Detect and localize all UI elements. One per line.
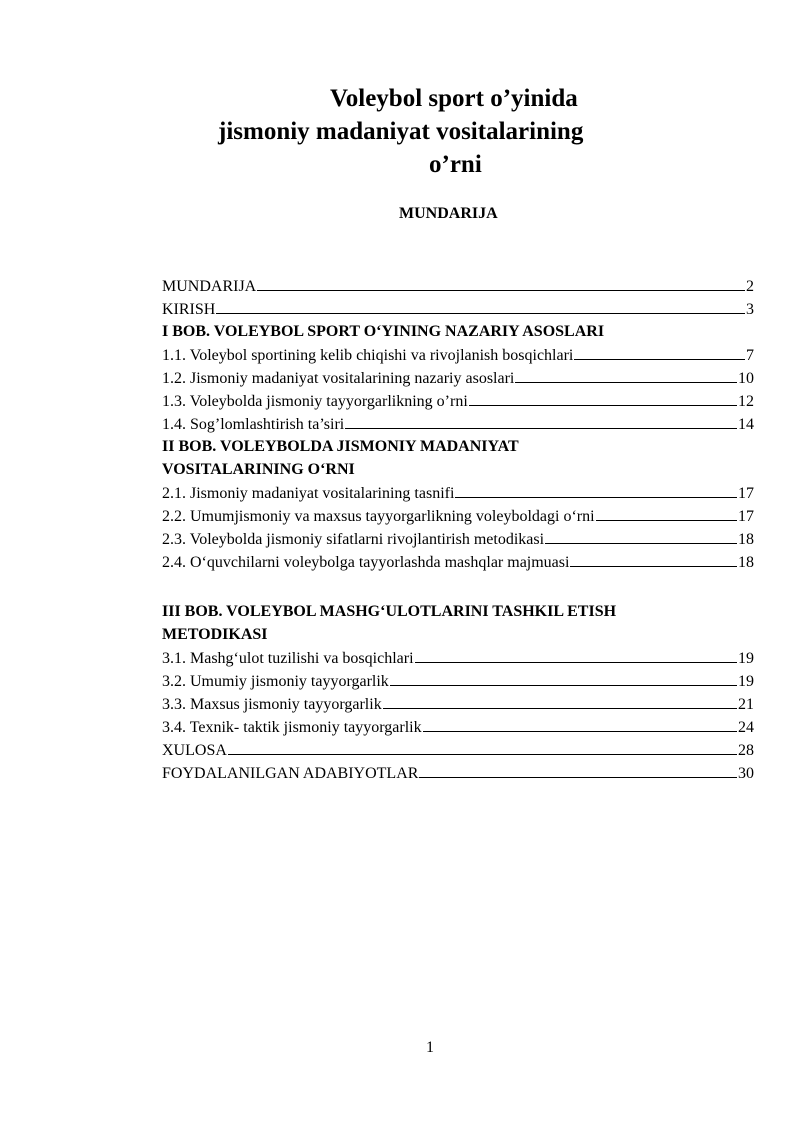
toc-entry-label: 2.4. O‘quvchilarni voleybolga tayyorlashda mashqlar majmuasi xyxy=(162,554,570,571)
toc-entry-label: KIRISH xyxy=(162,301,216,318)
toc-chapter-1-heading: I BOB. VOLEYBOL SPORT O‘YINING NAZARIY ASOSLARI xyxy=(162,323,605,340)
toc-entry-2-1 xyxy=(162,481,754,504)
toc-entry-page: 30 xyxy=(738,765,754,782)
toc-entry-3-4 xyxy=(162,715,754,738)
toc-entry-label: 3.1. Mashg‘ulot tuzilishi va bosqichlari xyxy=(162,650,414,667)
toc-leader-line xyxy=(574,343,745,360)
toc-entry-3-1 xyxy=(162,646,754,669)
toc-entry-3-2 xyxy=(162,669,754,692)
toc-entry-page: 19 xyxy=(738,650,754,667)
toc-entry-adabiyotlar xyxy=(162,761,754,784)
document-title-line-3: o’rni xyxy=(429,151,482,178)
toc-leader-line xyxy=(515,366,737,383)
toc-entry-label: 3.3. Maxsus jismoniy tayyorgarlik xyxy=(162,696,382,713)
toc-entry-page: 18 xyxy=(738,531,754,548)
toc-entry-page: 17 xyxy=(738,485,754,502)
toc-entry-page: 10 xyxy=(738,370,754,387)
toc-leader-line xyxy=(419,761,737,778)
toc-entry-label: 2.2. Umumjismoniy va maxsus tayyorgarlikning voleyboldagi o‘rni xyxy=(162,508,595,525)
toc-entry-page: 19 xyxy=(738,673,754,690)
toc-entry-page: 3 xyxy=(746,301,754,318)
toc-entry-1-3 xyxy=(162,389,754,412)
toc-leader-line xyxy=(455,481,737,498)
toc-chapter-2-heading-line-1: II BOB. VOLEYBOLDA JISMONIY MADANIYAT xyxy=(162,438,519,455)
toc-entry-page: 21 xyxy=(738,696,754,713)
toc-entry-3-3 xyxy=(162,692,754,715)
page-number: 1 xyxy=(426,1039,434,1056)
document-title-line-1: Voleybol sport o’yinida xyxy=(330,85,578,112)
toc-leader-line xyxy=(228,738,737,755)
toc-entry-2-4 xyxy=(162,550,754,573)
toc-entry-page: 24 xyxy=(738,719,754,736)
toc-leader-line xyxy=(345,412,737,429)
toc-entry-label: FOYDALANILGAN ADABIYOTLAR xyxy=(162,765,419,782)
toc-entry-label: 1.3. Voleybolda jismoniy tayyorgarlikning o’rni xyxy=(162,393,468,410)
toc-entry-1-4 xyxy=(162,412,754,435)
toc-entry-page: 17 xyxy=(738,508,754,525)
toc-entry-mundarija xyxy=(162,274,754,297)
toc-entry-page: 18 xyxy=(738,554,754,571)
toc-leader-line xyxy=(216,297,745,314)
toc-entry-label: 1.1. Voleybol sportining kelib chiqishi va rivojlanish bosqichlari xyxy=(162,347,574,364)
toc-entry-xulosa xyxy=(162,738,754,761)
toc-leader-line xyxy=(383,692,737,709)
toc-entry-page: 14 xyxy=(738,416,754,433)
toc-entry-2-3 xyxy=(162,527,754,550)
toc-leader-line xyxy=(415,646,737,663)
toc-heading: MUNDARIJA xyxy=(399,205,498,222)
toc-entry-label: 1.2. Jismoniy madaniyat vositalarining nazariy asoslari xyxy=(162,370,515,387)
toc-chapter-2-heading-line-2: VOSITALARINING O‘RNI xyxy=(162,461,355,478)
toc-entry-label: 3.4. Texnik- taktik jismoniy tayyorgarlik xyxy=(162,719,422,736)
toc-entry-1-1 xyxy=(162,343,754,366)
toc-entry-label: MUNDARIJA xyxy=(162,278,257,295)
table-of-contents-continued xyxy=(162,600,754,784)
table-of-contents xyxy=(162,274,754,573)
toc-leader-line xyxy=(423,715,737,732)
document-title-line-2: jismoniy madaniyat vositalarining xyxy=(218,118,584,145)
toc-entry-kirish xyxy=(162,297,754,320)
toc-leader-line xyxy=(390,669,737,686)
toc-entry-page: 2 xyxy=(746,278,754,295)
toc-chapter-3-heading-line-2: METODIKASI xyxy=(162,626,268,643)
toc-entry-label: 2.1. Jismoniy madaniyat vositalarining tasnifi xyxy=(162,485,455,502)
toc-entry-label: 2.3. Voleybolda jismoniy sifatlarni rivojlantirish metodikasi xyxy=(162,531,545,548)
toc-entry-label: 3.2. Umumiy jismoniy tayyorgarlik xyxy=(162,673,389,690)
toc-entry-label: 1.4. Sog’lomlashtirish ta’siri xyxy=(162,416,345,433)
toc-chapter-3-heading-line-1: III BOB. VOLEYBOL MASHG‘ULOTLARINI TASHKIL ETISH xyxy=(162,603,617,620)
toc-entry-2-2 xyxy=(162,504,754,527)
toc-entry-page: 28 xyxy=(738,742,754,759)
toc-entry-page: 7 xyxy=(746,347,754,364)
toc-leader-line xyxy=(545,527,737,544)
toc-leader-line xyxy=(570,550,737,567)
toc-leader-line xyxy=(257,274,745,291)
toc-leader-line xyxy=(469,389,737,406)
toc-leader-line xyxy=(596,504,737,521)
toc-entry-label: XULOSA xyxy=(162,742,227,759)
toc-entry-page: 12 xyxy=(738,393,754,410)
toc-entry-1-2 xyxy=(162,366,754,389)
